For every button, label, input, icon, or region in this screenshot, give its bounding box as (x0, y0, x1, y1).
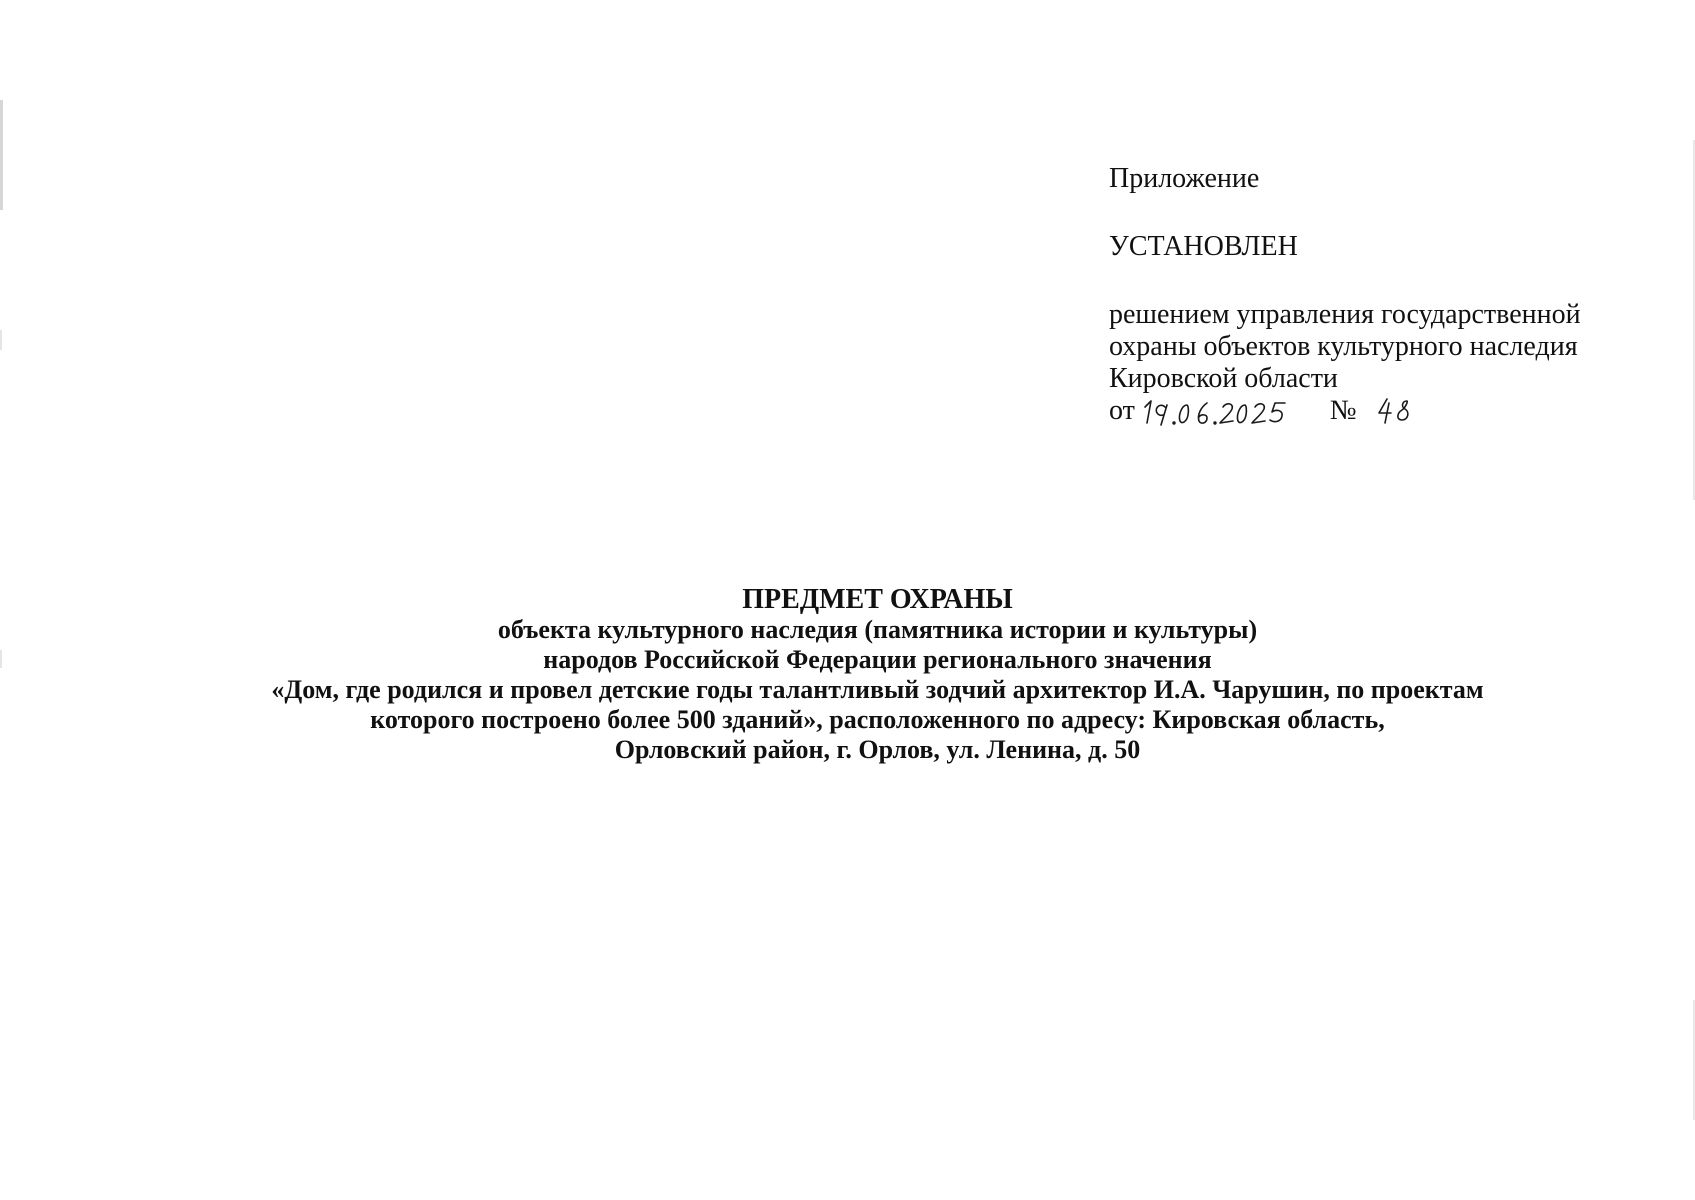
established-label: УСТАНОВЛЕН (1109, 231, 1298, 262)
date-prefix: от (1109, 395, 1135, 426)
decision-line: охраны объектов культурного наследия (1109, 331, 1578, 362)
decision-line: Кировской области (1109, 363, 1338, 394)
protection-subject-title (60, 585, 1695, 765)
page-title: ПРЕДМЕТ ОХРАНЫ (742, 584, 1013, 615)
scan-edge-artifact (0, 650, 2, 668)
handwritten-number-drawing (1375, 395, 1419, 429)
date-number-line (1109, 395, 1669, 427)
scan-edge-artifact (0, 330, 2, 350)
decision-line: решением управления государственной (1109, 299, 1581, 330)
number-label: № (1329, 395, 1357, 426)
title-line: народов Российской Федерации регионального значения (543, 645, 1212, 674)
scan-edge-artifact (0, 100, 3, 210)
title-line: Орловский район, г. Орлов, ул. Ленина, д. 50 (614, 735, 1141, 764)
approval-block (1109, 163, 1669, 427)
appendix-label: Приложение (1109, 163, 1260, 194)
handwritten-date-drawing (1141, 395, 1316, 429)
title-line: «Дом, где родился и провел детские годы талантливый зодчий архитектор И.А. Чарушин, по проектам (271, 675, 1484, 704)
title-line: которого построено более 500 зданий», расположенного по адресу: Кировская область, (370, 705, 1385, 734)
handwritten-date (1141, 395, 1316, 427)
title-line: объекта культурного наследия (памятника истории и культуры) (497, 615, 1258, 644)
handwritten-number (1375, 395, 1419, 427)
